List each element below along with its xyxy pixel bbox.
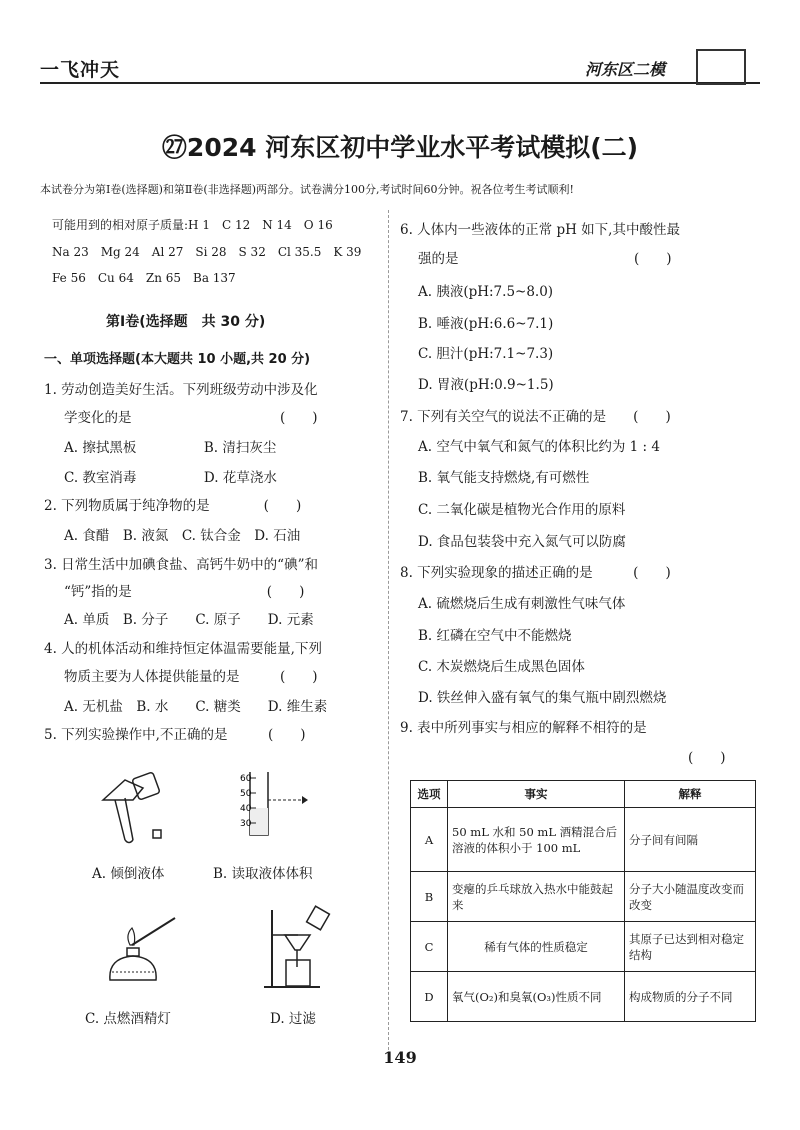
pouring-liquid-illustration <box>95 770 185 845</box>
question-line: 1. 劳动创造美好生活。下列班级劳动中涉及化 <box>44 382 318 398</box>
explanation-cell: 分子间有间隔 <box>625 808 756 872</box>
section1-heading: 一、单项选择题(本大题共 10 小题,共 20 分) <box>44 352 311 367</box>
fact-cell: 变瘪的乒乓球放入热水中能鼓起来 <box>448 872 625 922</box>
option-line: B. 氧气能支持燃烧,有可燃性 <box>418 470 590 486</box>
header-region-label: 河东区二模 <box>585 60 666 79</box>
option-line: B. 唾液(pH:6.6~7.1) <box>418 316 554 332</box>
option-line: C. 教室消毒 D. 花草浇水 <box>64 470 277 486</box>
fact-cell: 50 mL 水和 50 mL 酒精混合后溶液的体积小于 100 mL <box>448 808 625 872</box>
question-line: 6. 人体内一些液体的正常 pH 如下,其中酸性最 <box>400 222 680 238</box>
part1-heading: 第Ⅰ卷(选择题 共 30 分) <box>106 314 266 330</box>
option-line: A. 无机盐 B. 水 C. 糖类 D. 维生素 <box>64 699 328 715</box>
option-line: A. 空气中氧气和氮气的体积比约为 1 : 4 <box>418 439 660 455</box>
figure-caption: D. 过滤 <box>270 1011 316 1027</box>
cylinder-tick-label: 60 <box>240 774 252 784</box>
page-title: ㉗2024 河东区初中学业水平考试模拟(二) <box>161 133 639 162</box>
option-line: D. 胃液(pH:0.9~1.5) <box>418 377 554 393</box>
option-line: A. 胰液(pH:7.5~8.0) <box>418 284 554 300</box>
atomic-mass-line: 可能用到的相对原子质量:H 1 C 12 N 14 O 16 <box>52 218 333 232</box>
explanation-cell: 构成物质的分子不同 <box>625 972 756 1022</box>
table-row <box>411 972 756 1022</box>
option-line: A. 擦拭黑板 B. 清扫灰尘 <box>64 440 277 456</box>
question-line: 学变化的是 ( ) <box>64 410 318 426</box>
facts-table <box>410 780 756 1022</box>
option-line: A. 硫燃烧后生成有刺激性气味气体 <box>418 596 626 612</box>
alcohol-lamp-illustration <box>100 910 180 990</box>
cylinder-tick-label: 30 <box>240 819 252 829</box>
option-line: A. 食醋 B. 液氮 C. 钛合金 D. 石油 <box>64 528 301 544</box>
brand-logo: 一飞冲天 <box>40 59 121 81</box>
figure-caption: A. 倾倒液体 <box>92 866 165 882</box>
graduated-cylinder-illustration <box>240 770 310 840</box>
option-line: C. 木炭燃烧后生成黑色固体 <box>418 659 585 675</box>
question-line: 9. 表中所列事实与相应的解释不相符的是 <box>400 720 647 736</box>
figure-caption: C. 点燃酒精灯 <box>85 1011 171 1027</box>
table-header-cell: 解释 <box>625 781 756 808</box>
option-line: C. 二氧化碳是植物光合作用的原料 <box>418 502 626 518</box>
option-cell: B <box>411 872 448 922</box>
corner-stamp <box>696 49 746 85</box>
exam-intro: 本试卷分为第Ⅰ卷(选择题)和第Ⅱ卷(非选择题)两部分。试卷满分100分,考试时间60分钟。祝各位考生考试顺利! <box>40 183 574 196</box>
question-line: “钙”指的是 ( ) <box>64 584 305 600</box>
option-cell: D <box>411 972 448 1022</box>
question-line: 8. 下列实验现象的描述正确的是 ( ) <box>400 565 671 581</box>
page-number: 149 <box>383 1048 417 1067</box>
option-line: D. 铁丝伸入盛有氧气的集气瓶中剧烈燃烧 <box>418 690 667 706</box>
option-cell: A <box>411 808 448 872</box>
option-line: B. 红磷在空气中不能燃烧 <box>418 628 572 644</box>
question-line: 强的是 ( ) <box>418 251 672 267</box>
option-line: C. 胆汁(pH:7.1~7.3) <box>418 346 554 362</box>
atomic-mass-line: Fe 56 Cu 64 Zn 65 Ba 137 <box>52 271 236 285</box>
table-header-row <box>411 781 756 808</box>
question-line: 4. 人的机体活动和维持恒定体温需要能量,下列 <box>44 641 322 657</box>
question-line: 2. 下列物质属于纯净物的是 ( ) <box>44 498 302 514</box>
table-header-cell: 事实 <box>448 781 625 808</box>
question-line: 7. 下列有关空气的说法不正确的是 ( ) <box>400 409 671 425</box>
fact-cell: 稀有气体的性质稳定 <box>448 922 625 972</box>
table-header-cell: 选项 <box>411 781 448 808</box>
column-divider <box>388 210 389 1050</box>
option-line: D. 食品包装袋中充入氮气可以防腐 <box>418 534 626 550</box>
question-line: 3. 日常生活中加碘食盐、高钙牛奶中的“碘”和 <box>44 557 318 573</box>
filtration-illustration <box>260 905 340 995</box>
fact-cell: 氧气(O₂)和臭氧(O₃)性质不同 <box>448 972 625 1022</box>
option-line: A. 单质 B. 分子 C. 原子 D. 元素 <box>64 612 314 628</box>
header-rule <box>40 82 760 84</box>
atomic-mass-line: Na 23 Mg 24 Al 27 Si 28 S 32 Cl 35.5 K 39 <box>52 245 362 259</box>
answer-bracket: ( ) <box>688 750 726 766</box>
cylinder-tick-label: 40 <box>240 804 252 814</box>
figure-caption: B. 读取液体体积 <box>213 866 313 882</box>
table-row <box>411 808 756 872</box>
table-row <box>411 872 756 922</box>
cylinder-tick-label: 50 <box>240 789 252 799</box>
question-line: 5. 下列实验操作中,不正确的是 ( ) <box>44 727 306 743</box>
question-line: 物质主要为人体提供能量的是 ( ) <box>64 669 318 685</box>
explanation-cell: 其原子已达到相对稳定结构 <box>625 922 756 972</box>
table-row <box>411 922 756 972</box>
option-cell: C <box>411 922 448 972</box>
explanation-cell: 分子大小随温度改变而改变 <box>625 872 756 922</box>
